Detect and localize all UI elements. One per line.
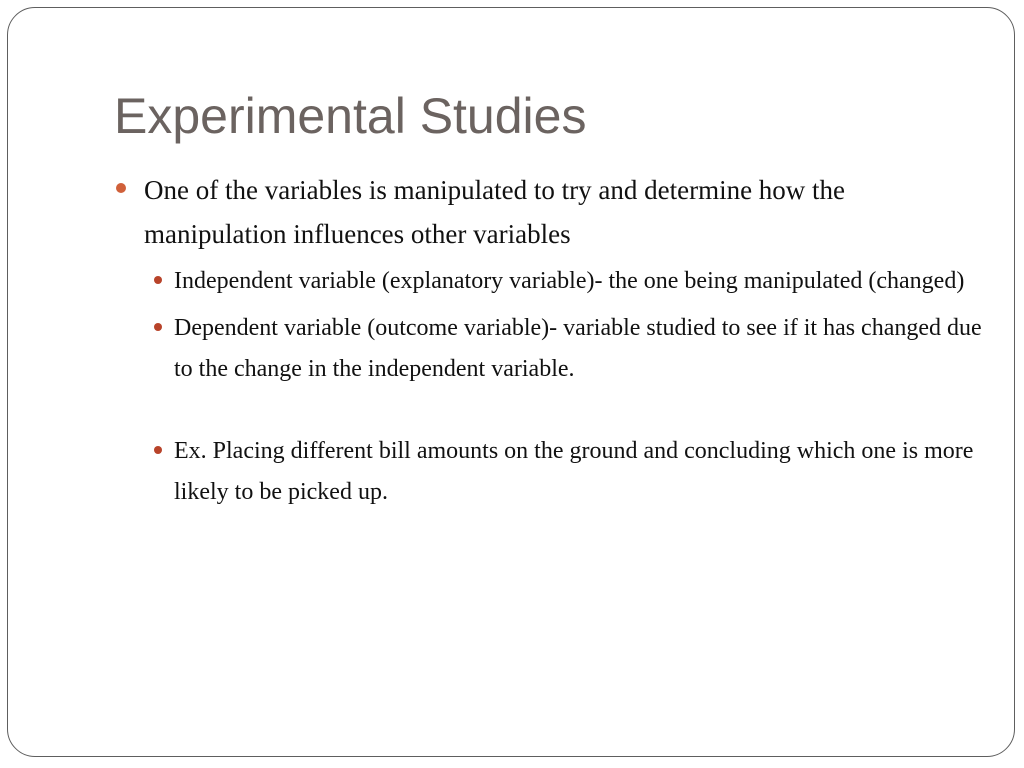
sub-bullet-item <box>114 431 984 513</box>
sub-bullet-text: Dependent variable (outcome variable)- variable studied to see if it has changed due to the change in the independent variable. <box>174 315 982 382</box>
slide-content <box>114 168 984 519</box>
bullet-dot-icon <box>116 183 126 193</box>
sub-bullet-dot-icon <box>154 323 162 331</box>
sub-bullet-dot-icon <box>154 446 162 454</box>
sub-bullet-dot-icon <box>154 276 162 284</box>
sub-bullet-list <box>114 261 984 513</box>
sub-bullet-text: Independent variable (explanatory variable)- the one being manipulated (changed) <box>174 268 965 294</box>
sub-bullet-item <box>114 261 984 302</box>
sub-bullet-item <box>114 308 984 390</box>
bullet-item <box>114 168 984 256</box>
sub-bullet-text: Ex. Placing different bill amounts on the ground and concluding which one is more likely to be picked up. <box>174 438 974 505</box>
slide-title: Experimental Studies <box>114 88 587 144</box>
bullet-text: One of the variables is manipulated to try and determine how the manipulation influences other variables <box>144 175 846 249</box>
